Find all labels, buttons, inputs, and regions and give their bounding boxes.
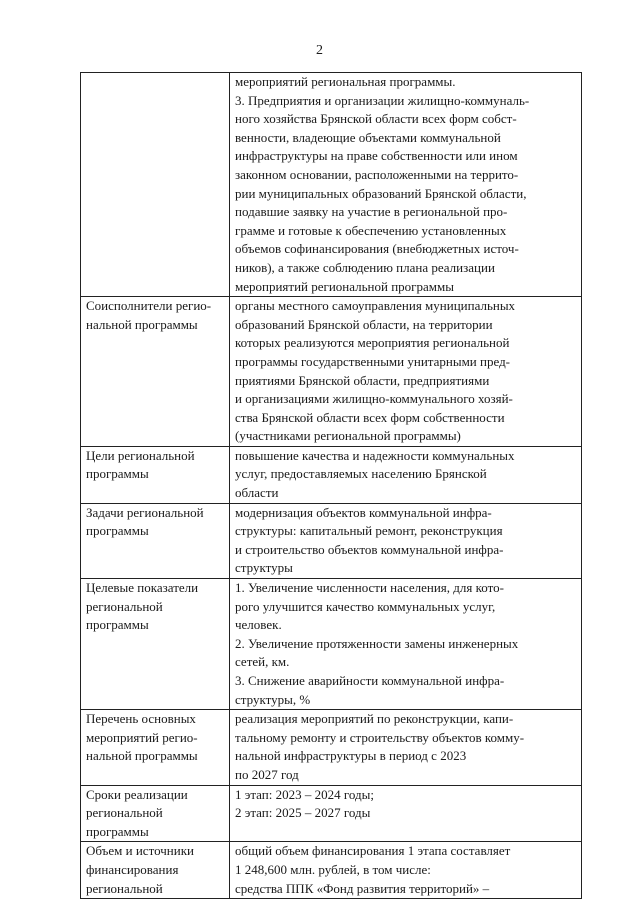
value-line: 1. Увеличение численности населения, для кото- xyxy=(235,580,504,596)
passport-row-label xyxy=(81,446,230,503)
value-line: структуры: капитальный ремонт, реконструкция xyxy=(235,523,503,539)
label-line: мероприятий регио- xyxy=(86,729,198,745)
value-line: области xyxy=(235,485,279,501)
value-line: и строительство объектов коммунальной инфра- xyxy=(235,541,504,557)
label-line: нальной программы xyxy=(86,748,198,764)
passport-row-label xyxy=(81,842,230,899)
passport-row-value xyxy=(230,579,582,710)
value-line: (участниками региональной программы) xyxy=(235,428,461,444)
value-line: грамме и готовые к обеспечению установленных xyxy=(235,222,507,238)
label-line: региональной xyxy=(86,880,163,896)
passport-row-label xyxy=(81,73,230,297)
label-line: Соисполнители регио- xyxy=(86,298,212,314)
label-line: программы xyxy=(86,823,149,839)
value-line: и организациями жилищно-коммунального хозяй- xyxy=(235,391,513,407)
passport-row xyxy=(81,503,582,578)
passport-row-value xyxy=(230,842,582,899)
label-line: программы xyxy=(86,523,149,539)
passport-row-value xyxy=(230,710,582,785)
label-line: Цели региональной xyxy=(86,447,195,463)
label-line: Целевые показатели xyxy=(86,580,199,596)
value-line: ников), а также соблюдению плана реализации xyxy=(235,259,495,275)
value-line: 2 этап: 2025 – 2027 годы xyxy=(235,805,371,821)
value-line: структуры, % xyxy=(235,691,311,707)
value-line: рии муниципальных образований Брянской области, xyxy=(235,185,527,201)
value-line: общий объем финансирования 1 этапа составляет xyxy=(235,843,511,859)
passport-row-label xyxy=(81,785,230,842)
passport-row-value xyxy=(230,73,582,297)
passport-row xyxy=(81,446,582,503)
value-line: приятиями Брянской области, предприятиями xyxy=(235,372,490,388)
value-line: повышение качества и надежности коммунальных xyxy=(235,447,515,463)
value-line: рого улучшится качество коммунальных услуг, xyxy=(235,598,496,614)
passport-table-body xyxy=(81,73,582,899)
value-line: по 2027 год xyxy=(235,766,299,782)
label-line: программы xyxy=(86,466,149,482)
value-line: ного хозяйства Брянской области всех форм собст- xyxy=(235,111,517,127)
page-number: 2 xyxy=(316,43,323,58)
value-line: программы государственными унитарными пред- xyxy=(235,353,511,369)
value-line: венности, владеющие объектами коммунальной xyxy=(235,129,501,145)
value-line: образований Брянской области, на территории xyxy=(235,316,493,332)
value-line: 1 этап: 2023 – 2024 годы; xyxy=(235,786,374,802)
value-line: объемов софинансирования (внебюджетных источ- xyxy=(235,241,519,257)
value-line: нальной инфраструктуры в период с 2023 xyxy=(235,748,467,764)
passport-row xyxy=(81,785,582,842)
value-line: мероприятий региональной программы xyxy=(235,278,454,294)
label-line: финансирования xyxy=(86,861,179,877)
passport-row-label xyxy=(81,579,230,710)
passport-row-label xyxy=(81,297,230,447)
passport-row xyxy=(81,579,582,710)
value-line: мероприятий региональная программы. xyxy=(235,74,456,89)
label-line: Перечень основных xyxy=(86,711,196,727)
value-line: законном основании, расположенными на террито- xyxy=(235,166,519,182)
label-line: региональной xyxy=(86,805,163,821)
passport-row-value xyxy=(230,297,582,447)
label-line: программы xyxy=(86,617,149,633)
label-line: нальной программы xyxy=(86,316,198,332)
value-line: 3. Предприятия и организации жилищно-коммуналь- xyxy=(235,92,530,108)
passport-row-value xyxy=(230,503,582,578)
value-line: органы местного самоуправления муниципальных xyxy=(235,298,516,314)
program-passport-table xyxy=(80,72,582,899)
passport-row xyxy=(81,842,582,899)
value-line: человек. xyxy=(235,617,282,633)
value-line: 3. Снижение аварийности коммунальной инфра- xyxy=(235,673,505,688)
label-line: Задачи региональной xyxy=(86,504,204,520)
label-line: Сроки реализации xyxy=(86,786,188,802)
value-line: ства Брянской области всех форм собственности xyxy=(235,409,505,425)
value-line: подавшие заявку на участие в региональной про- xyxy=(235,204,508,220)
passport-row xyxy=(81,297,582,447)
passport-row xyxy=(81,710,582,785)
passport-row-value xyxy=(230,446,582,503)
value-line: тальному ремонту и строительству объектов комму- xyxy=(235,729,525,745)
value-line: структуры xyxy=(235,560,293,576)
value-line: 2. Увеличение протяженности замены инженерных xyxy=(235,635,519,651)
value-line: средства ППК «Фонд развития территорий» – xyxy=(235,880,490,896)
passport-row-label xyxy=(81,710,230,785)
value-line: которых реализуются мероприятия региональной xyxy=(235,335,510,351)
value-line: модернизация объектов коммунальной инфра- xyxy=(235,504,492,520)
label-line: региональной xyxy=(86,598,163,614)
label-line: Объем и источники xyxy=(86,843,194,859)
value-line: услуг, предоставляемых населению Брянской xyxy=(235,466,487,482)
passport-row-label xyxy=(81,503,230,578)
value-line: 1 248,600 млн. рублей, в том числе: xyxy=(235,861,431,877)
value-line: сетей, км. xyxy=(235,654,290,670)
value-line: реализация мероприятий по реконструкции, капи- xyxy=(235,711,514,727)
passport-row xyxy=(81,73,582,297)
passport-row-value xyxy=(230,785,582,842)
value-line: инфраструктуры на праве собственности или ином xyxy=(235,148,518,164)
